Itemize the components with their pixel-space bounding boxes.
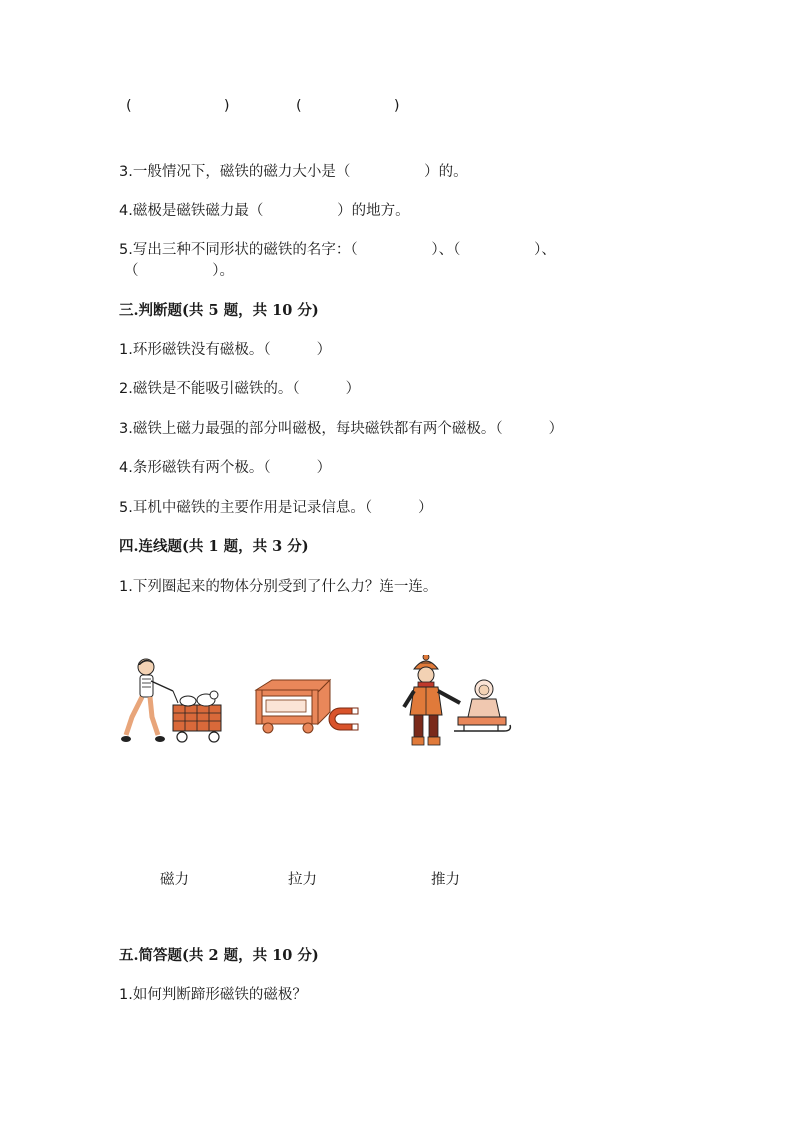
question-5-line-1: 5.写出三种不同形状的磁铁的名字：（ ）、（ ）、 bbox=[119, 242, 556, 258]
question-5-line-2: （ ）。 bbox=[124, 263, 234, 279]
children-pushing-sled-image bbox=[398, 655, 513, 750]
judge-item: 2.磁铁是不能吸引磁铁的。（ ） bbox=[119, 381, 361, 397]
judge-item: 5.耳机中磁铁的主要作用是记录信息。（ ） bbox=[119, 500, 433, 516]
section-heading-match: 四.连线题(共 1 题，共 3 分) bbox=[119, 538, 309, 555]
section-heading-judge: 三.判断题(共 5 题，共 10 分) bbox=[119, 302, 319, 319]
toy-car-and-magnet-image bbox=[248, 670, 378, 750]
section-heading-short-answer: 五.简答题(共 2 题，共 10 分) bbox=[119, 947, 319, 964]
match-question: 1.下列圈起来的物体分别受到了什么力？连一连。 bbox=[119, 579, 438, 595]
short-answer-question: 1.如何判断蹄形磁铁的磁极？ bbox=[119, 987, 307, 1003]
match-label-magnetic-force: 磁力 bbox=[160, 872, 189, 888]
match-label-pulling-force: 拉力 bbox=[288, 872, 317, 888]
blank-answer-1: ( ) bbox=[126, 98, 230, 114]
judge-item: 1.环形磁铁没有磁极。（ ） bbox=[119, 342, 332, 358]
question-4: 4.磁极是磁铁磁力最（ ）的地方。 bbox=[119, 203, 410, 219]
boy-pulling-cart-image bbox=[118, 655, 228, 750]
judge-item: 3.磁铁上磁力最强的部分叫磁极，每块磁铁都有两个磁极。（ ） bbox=[119, 421, 564, 437]
judge-item: 4.条形磁铁有两个极。（ ） bbox=[119, 460, 332, 476]
question-3: 3.一般情况下，磁铁的磁力大小是（ ）的。 bbox=[119, 164, 468, 180]
blank-answer-2: ( ) bbox=[296, 98, 400, 114]
match-label-pushing-force: 推力 bbox=[431, 872, 460, 888]
